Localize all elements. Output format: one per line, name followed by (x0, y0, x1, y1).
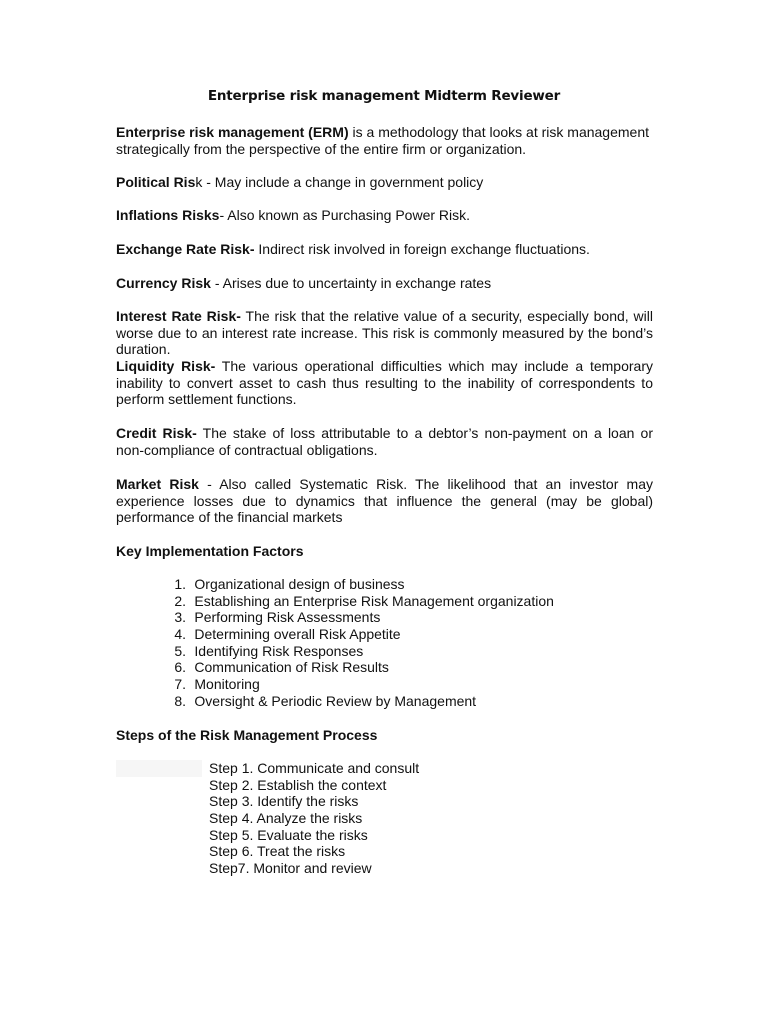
definition-market-risk (116, 476, 653, 526)
list-text: Oversight & Periodic Review by Management (194, 692, 477, 709)
process-heading: Steps of the Risk Management Process (116, 727, 378, 743)
definition-body: The risk that the relative value of a security, especially bond, will worse due to an interest rate increase. This risk is commonly measured by the bond’s duration. (116, 308, 653, 358)
definition-interest-rate-risk (116, 308, 653, 358)
list-item: Step 6. Treat the risks (209, 843, 346, 860)
list-item (160, 676, 620, 693)
list-item (160, 576, 620, 593)
list-text: Identifying Risk Responses (194, 642, 364, 659)
definition-body: k - May include a change in government policy (195, 174, 484, 190)
list-item: Step 3. Identify the risks (209, 793, 359, 810)
list-item: Step 4. Analyze the risks (209, 810, 363, 827)
list-text: Monitoring (194, 676, 260, 693)
definition-term: Inflations Risks (116, 207, 220, 223)
process-steps-list (209, 760, 609, 877)
highlight-shade (116, 760, 202, 777)
definition-credit-risk (116, 425, 653, 458)
list-item: Step 5. Evaluate the risks (209, 826, 368, 843)
list-number: 8. (174, 692, 186, 709)
list-text: Organizational design of business (194, 576, 405, 592)
definition-liquidity-risk (116, 358, 653, 408)
list-number: 7. (174, 676, 186, 693)
definition-exchange-rate-risk (116, 241, 653, 258)
key-factors-list (160, 576, 620, 710)
list-text: Determining overall Risk Appetite (194, 626, 401, 643)
list-item (160, 659, 620, 676)
key-factors-heading: Key Implementation Factors (116, 543, 304, 559)
list-item: Step 2. Establish the context (209, 776, 387, 793)
definition-body: - Arises due to uncertainty in exchange rates (210, 275, 492, 291)
list-item (160, 593, 620, 610)
definition-term: Political Ris (116, 174, 196, 190)
definition-term: Interest Rate Risk- (116, 308, 241, 324)
definition-currency-risk (116, 275, 653, 292)
list-number: 3. (174, 609, 186, 626)
definition-term: Credit Risk- (116, 425, 197, 441)
list-number: 2. (174, 592, 186, 609)
list-item: Step 1. Communicate and consult (209, 760, 420, 776)
list-number: 4. (174, 626, 186, 643)
definition-body: The various operational difficulties which may include a temporary inability to convert asset to cash thus resulting to the inability of correspondents to perform settlement functions. (116, 358, 653, 408)
list-number: 6. (174, 659, 186, 676)
list-item (160, 609, 620, 626)
definition-body: is a methodology that looks at risk management strategically from the perspective of the entire firm or organization. (116, 124, 650, 157)
definition-political-risk (116, 174, 653, 191)
definition-body: The stake of loss attributable to a debtor’s non-payment on a loan or non-compliance of contractual obligations. (116, 425, 653, 458)
definition-term: Enterprise risk management (ERM) (116, 124, 349, 140)
list-item (160, 643, 620, 660)
definition-term: Market Risk (116, 476, 199, 492)
definition-term: Liquidity Risk- (116, 358, 216, 374)
list-item (160, 693, 620, 710)
definition-body: - Also known as Purchasing Power Risk. (219, 207, 471, 223)
list-item: Step7. Monitor and review (209, 860, 372, 877)
list-text: Communication of Risk Results (194, 659, 389, 676)
definition-erm (116, 124, 653, 157)
definition-term: Currency Risk (116, 275, 211, 291)
definition-term: Exchange Rate Risk- (116, 241, 255, 257)
list-item (160, 626, 620, 643)
document-title: Enterprise risk management Midterm Reviewer (207, 88, 561, 104)
list-number: 5. (174, 642, 186, 659)
definition-inflation-risk (116, 207, 653, 224)
list-number: 1. (174, 576, 186, 592)
list-text: Establishing an Enterprise Risk Management organization (194, 592, 554, 609)
definition-body: Indirect risk involved in foreign exchange fluctuations. (254, 241, 590, 257)
definition-body: - Also called Systematic Risk. The likelihood that an investor may experience losses due to dynamics that influence the general (may be global) performance of the financial markets (116, 476, 653, 526)
list-text: Performing Risk Assessments (194, 609, 381, 626)
